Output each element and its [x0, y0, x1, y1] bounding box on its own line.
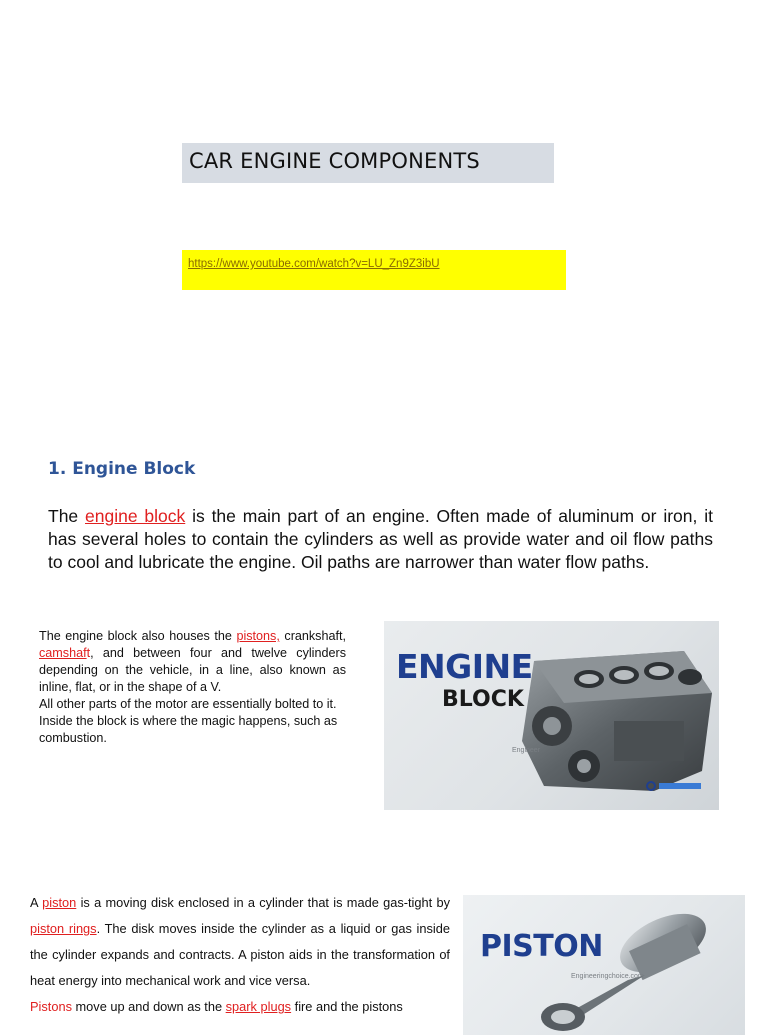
- engine-image-word-1: ENGINE: [396, 647, 533, 686]
- intro-paragraph: [48, 505, 713, 574]
- piston-link[interactable]: piston: [42, 895, 77, 910]
- piston-illustration: [463, 895, 745, 1035]
- piston-text-pre: A: [30, 895, 43, 910]
- piston-line2-mid: move up and down as the: [71, 999, 226, 1014]
- piston-description: [30, 890, 450, 1020]
- piston-line2-post: fire and the pistons: [291, 999, 403, 1014]
- camshaft-link-tail: t: [86, 646, 91, 660]
- piston-image-word: PISTON: [480, 929, 603, 964]
- engine-block-image: [384, 621, 719, 810]
- brand-logo-bar: [659, 783, 701, 789]
- spark-plugs-link[interactable]: spark plugs: [225, 999, 292, 1014]
- engine-block-paragraph-1: [39, 628, 346, 696]
- video-link[interactable]: https://www.youtube.com/watch?v=LU_Zn9Z3ibU: [188, 258, 440, 270]
- intro-text-pre: The: [48, 506, 85, 526]
- piston-rings-link[interactable]: piston rings: [30, 921, 97, 936]
- block-text-post: , and between four and twelve cylinders depending on the vehicle, in a line, also known as inline, flat, or in the shape of a V.: [39, 646, 346, 694]
- piston-image: [463, 895, 745, 1035]
- engine-image-word-2: BLOCK: [442, 687, 524, 712]
- engine-block-description: [39, 628, 346, 747]
- engine-block-link[interactable]: engine block: [85, 506, 186, 526]
- engine-image-watermark: Engineer: [512, 747, 541, 754]
- piston-image-watermark: Engineeringchoice.com: [571, 973, 644, 980]
- section-heading: 1. Engine Block: [48, 459, 196, 479]
- piston-text-mid: is a moving disk enclosed in a cylinder that is made gas-tight by: [76, 895, 450, 910]
- camshaft-link[interactable]: camshaf: [39, 646, 87, 660]
- page-title-text: CAR ENGINE COMPONENTS: [189, 149, 480, 173]
- engine-block-paragraph-2: All other parts of the motor are essentially bolted to it. Inside the block is where the magic happens, such as combustion.: [39, 697, 338, 745]
- pistons-link[interactable]: pistons,: [236, 629, 280, 643]
- block-text-mid: crankshaft,: [279, 629, 346, 643]
- engine-block-illustration: [384, 621, 719, 810]
- video-link-box: [182, 250, 566, 290]
- brand-logo-icon: [646, 781, 656, 791]
- pistons-red-text: Pistons: [30, 999, 72, 1014]
- block-text-pre: The engine block also houses the: [39, 629, 237, 643]
- intro-text-post: is the main part of an engine. Often made of aluminum or iron, it has several holes to contain the cylinders as well as provide water and oil flow paths to cool and lubricate the engine. Oil paths are narrower than water flow paths.: [48, 506, 713, 572]
- piston-text-post: . The disk moves inside the cylinder as a liquid or gas inside the cylinder expands and contracts. A piston aids in the transformation of heat energy into mechanical work and vice versa.: [30, 921, 450, 988]
- page-title: [182, 143, 554, 183]
